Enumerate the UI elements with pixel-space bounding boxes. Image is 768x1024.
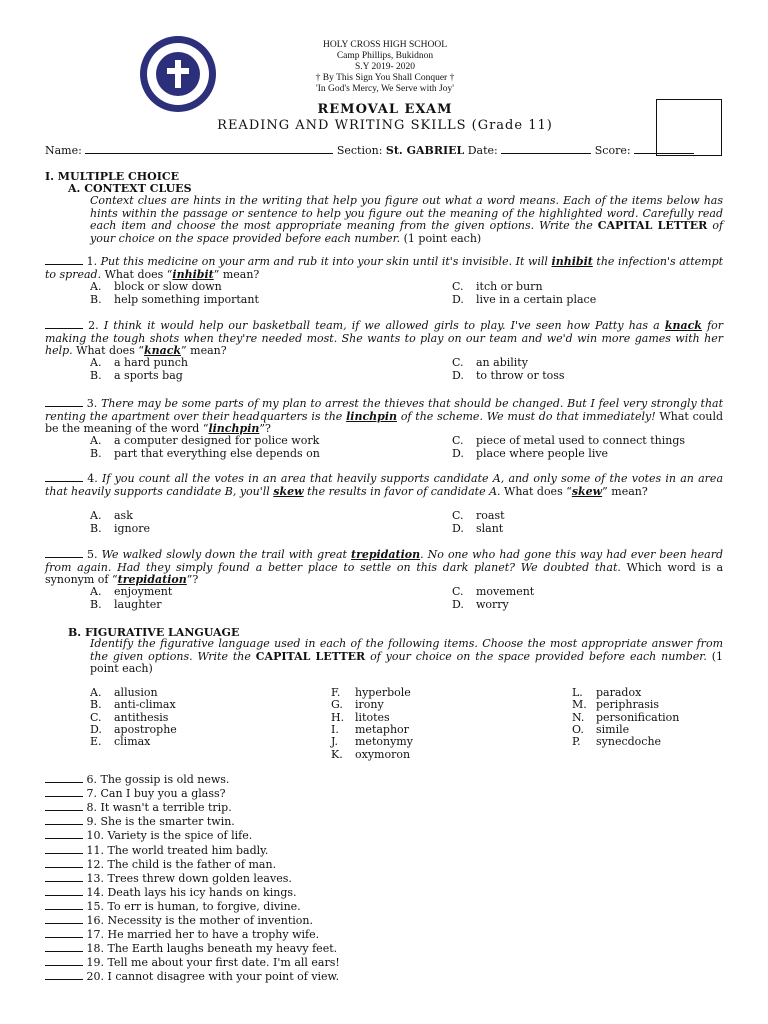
figure-option-letter: M. xyxy=(572,698,587,712)
highlighted-word-prompt: trepidation xyxy=(117,573,187,586)
choice-b xyxy=(90,447,320,460)
choice-text: block or slow down xyxy=(114,280,222,293)
figurative-item xyxy=(45,928,319,942)
choice-text: movement xyxy=(476,585,535,598)
figure-option-letter: J. xyxy=(331,735,339,749)
choice-c xyxy=(452,509,505,522)
question-prompt-end: ” mean? xyxy=(181,344,227,357)
choice-letter: C. xyxy=(452,434,464,447)
choice-c xyxy=(452,280,543,293)
question-passage: Put this medicine on your arm and rub it into your skin until it's invisible. It will xyxy=(100,255,548,268)
figure-option-letter: F. xyxy=(331,686,341,699)
figure-option-letter: I. xyxy=(331,722,339,736)
figurative-item xyxy=(45,829,252,843)
figure-option-label: anti-climax xyxy=(114,698,176,712)
figure-option-label: irony xyxy=(355,698,384,712)
figure-option-label: periphrasis xyxy=(596,698,660,712)
choice-text: a computer designed for police work xyxy=(114,434,320,447)
choice-a xyxy=(90,280,222,293)
figure-option-label: antithesis xyxy=(114,710,169,724)
choice-text: laughter xyxy=(114,598,162,611)
school-name: HOLY CROSS HIGH SCHOOL xyxy=(322,40,448,50)
figure-option-letter: D. xyxy=(90,722,102,736)
figure-option-label: simile xyxy=(596,722,630,736)
choice-text: worry xyxy=(476,598,509,611)
figure-option-label: apostrophe xyxy=(114,722,177,736)
figurative-item xyxy=(45,815,235,829)
choice-letter: C. xyxy=(452,509,464,522)
choice-c xyxy=(452,434,685,447)
choice-b xyxy=(90,369,183,382)
date-label: Date: xyxy=(467,144,498,157)
question-passage-end: for making the tough shots when they're needed most. She wants to play on our team and we'd win more games with her help. xyxy=(45,319,724,357)
figure-option-label: allusion xyxy=(114,686,158,699)
choice-text: a hard punch xyxy=(114,356,188,369)
partB-instructions: Identify the figurative language used in each of the following items. Choose the most appropriate answer from the given options. Write the CAPITAL LETTER of your choice on the space provided before each number. (1 point each) xyxy=(90,637,724,675)
choice-letter: B. xyxy=(90,369,102,382)
question-prompt-end: ” mean? xyxy=(213,267,260,281)
highlighted-word-prompt: knack xyxy=(143,344,182,357)
choice-text: enjoyment xyxy=(114,585,173,598)
answer-blank[interactable] xyxy=(45,397,83,407)
question-prompt: What does “ xyxy=(104,267,173,281)
figure-option-letter: A. xyxy=(90,686,102,699)
figurative-item xyxy=(45,942,337,956)
figurative-item-text: 10. Variety is the spice of life. xyxy=(83,829,253,843)
answer-blank[interactable] xyxy=(45,900,83,910)
highlighted-word: inhibit xyxy=(551,255,593,268)
choice-b xyxy=(90,522,150,535)
figure-option xyxy=(572,736,661,748)
figurative-item-text: 20. I cannot disagree with your point of view. xyxy=(83,970,340,984)
answer-blank[interactable] xyxy=(45,829,83,839)
choice-a xyxy=(90,356,188,369)
part1-subA: A. CONTEXT CLUES xyxy=(68,182,192,195)
answer-blank[interactable] xyxy=(45,956,83,966)
school-year: S.Y 2019- 2020 xyxy=(354,62,416,72)
section-value: St. GABRIEL xyxy=(385,144,465,157)
question-text xyxy=(45,255,723,281)
highlighted-word: linchpin xyxy=(346,409,398,423)
figurative-item xyxy=(45,787,226,801)
choice-c xyxy=(452,585,534,598)
highlighted-word-prompt: inhibit xyxy=(172,267,214,281)
answer-blank[interactable] xyxy=(45,886,83,896)
question-prompt-end: ”? xyxy=(186,573,199,586)
highlighted-word: knack xyxy=(664,319,702,332)
question-passage: There may be some parts of my plan to arrest the thieves that should be changed. But I feel very strongly that renting the apartment over their headquarters is the xyxy=(45,397,724,423)
question-passage-end: the results in favor of candidate A. xyxy=(307,484,501,498)
choice-d xyxy=(452,293,596,306)
answer-blank[interactable] xyxy=(45,914,83,924)
question-text xyxy=(45,397,723,436)
question-number: 2. xyxy=(88,319,99,332)
question-prompt: What does “ xyxy=(76,344,144,357)
question-prompt: What could be the meaning of the word “ xyxy=(45,409,724,435)
question-number: 1. xyxy=(86,255,98,268)
choice-text: roast xyxy=(476,509,505,522)
question-prompt: What does “ xyxy=(504,484,572,498)
highlighted-word-prompt: skew xyxy=(571,484,603,498)
figurative-item-text: 15. To err is human, to forgive, divine. xyxy=(83,899,301,913)
choice-d xyxy=(452,369,565,382)
figurative-item-text: 14. Death lays his icy hands on kings. xyxy=(83,885,297,899)
name-field[interactable] xyxy=(85,144,333,154)
choice-d xyxy=(452,522,503,535)
choice-letter: D. xyxy=(452,293,464,306)
answer-blank[interactable] xyxy=(45,319,83,329)
form-row xyxy=(45,144,694,157)
figure-option-label: climax xyxy=(114,735,151,749)
question-passage: We walked slowly down the trail with great xyxy=(101,548,347,561)
figurative-item xyxy=(45,773,229,787)
school-seal xyxy=(140,36,216,112)
answer-blank[interactable] xyxy=(45,928,83,938)
figurative-item-text: 16. Necessity is the mother of invention. xyxy=(83,914,313,927)
answer-blank[interactable] xyxy=(45,942,83,952)
figurative-item-text: 13. Trees threw down golden leaves. xyxy=(83,871,292,885)
choice-text: an ability xyxy=(476,356,528,369)
subject-title: READING AND WRITING SKILLS (Grade 11) xyxy=(217,118,553,133)
choice-text: itch or burn xyxy=(476,280,543,293)
question-text xyxy=(45,548,723,587)
date-field[interactable] xyxy=(501,144,591,154)
answer-blank[interactable] xyxy=(45,844,83,854)
question-text xyxy=(45,472,723,498)
choice-text: piece of metal used to connect things xyxy=(476,434,686,447)
choice-c xyxy=(452,356,528,369)
figure-option xyxy=(90,736,150,748)
highlighted-word: trepidation xyxy=(350,548,421,561)
question-passage: If you count all the votes in an area that heavily supports candidate A, and only some of the votes in an area that heavily supports candidate B, you'll xyxy=(45,472,724,498)
figurative-item xyxy=(45,858,276,872)
figurative-item-text: 7. Can I buy you a glass? xyxy=(83,787,226,801)
figure-option-label: metonymy xyxy=(355,735,413,749)
figure-option-label: metaphor xyxy=(355,722,409,736)
choice-letter: A. xyxy=(90,280,102,293)
motto-2: 'In God's Mercy, We Serve with Joy' xyxy=(316,84,454,94)
figurative-item xyxy=(45,914,313,928)
figure-option-letter: H. xyxy=(331,710,345,724)
choice-text: ignore xyxy=(114,522,151,535)
figurative-item xyxy=(45,872,292,886)
question-number: 4. xyxy=(87,472,98,485)
choice-letter: B. xyxy=(90,598,102,611)
question-passage-end: of the scheme. We must do that immediately! xyxy=(400,409,656,423)
answer-blank[interactable] xyxy=(45,872,83,882)
answer-blank[interactable] xyxy=(45,801,83,811)
figure-option-letter: P. xyxy=(572,735,581,749)
part1-title: I. MULTIPLE CHOICE xyxy=(45,170,179,183)
choice-b xyxy=(90,293,259,306)
choice-letter: A. xyxy=(90,434,102,447)
choice-text: ask xyxy=(114,509,133,522)
choice-letter: B. xyxy=(90,293,102,306)
highlighted-word-prompt: linchpin xyxy=(208,422,260,435)
choice-letter: A. xyxy=(90,509,102,522)
answer-blank[interactable] xyxy=(45,970,83,980)
answer-blank[interactable] xyxy=(45,787,83,797)
figurative-item-text: 17. He married her to have a trophy wife. xyxy=(83,928,320,942)
choice-letter: D. xyxy=(452,522,464,535)
choice-d xyxy=(452,598,509,611)
answer-blank[interactable] xyxy=(45,255,83,265)
choice-letter: B. xyxy=(90,447,102,460)
figurative-item-text: 11. The world treated him badly. xyxy=(83,843,269,857)
exam-title: REMOVAL EXAM xyxy=(317,102,453,117)
section-label: Section: xyxy=(336,144,383,157)
figurative-item xyxy=(45,956,340,970)
question-prompt: Which word is a synonym of “ xyxy=(45,560,724,586)
figure-option-letter: C. xyxy=(90,710,102,724)
name-label: Name: xyxy=(45,144,82,157)
choice-d xyxy=(452,447,608,460)
seal-cross-icon xyxy=(140,36,216,112)
figure-option xyxy=(331,749,410,761)
figure-option-letter: O. xyxy=(572,722,584,736)
choice-letter: A. xyxy=(90,356,102,369)
figure-option-letter: L. xyxy=(572,686,583,699)
question-passage-end: . No one who had gone this way had ever been heard from again. Had they simply found a better place to settle on this dark planet? We doubted that. xyxy=(45,548,724,574)
choice-letter: D. xyxy=(452,447,464,460)
question-prompt-end: ”? xyxy=(259,422,271,435)
choice-a xyxy=(90,434,319,447)
answer-blank[interactable] xyxy=(45,548,83,558)
figurative-item xyxy=(45,970,339,984)
figurative-item-text: 8. It wasn't a terrible trip. xyxy=(83,801,232,815)
figure-option-letter: E. xyxy=(90,735,102,749)
figurative-item-text: 18. The Earth laughs beneath my heavy feet. xyxy=(83,942,338,956)
figure-option-label: hyperbole xyxy=(355,686,411,699)
figurative-item xyxy=(45,801,232,815)
figure-option-label: personification xyxy=(596,710,680,724)
choice-text: place where people live xyxy=(476,447,609,460)
choice-letter: C. xyxy=(452,356,464,369)
school-address: Camp Phillips, Bukidnon xyxy=(336,51,434,61)
figurative-item xyxy=(45,844,268,858)
choice-text: part that everything else depends on xyxy=(114,447,320,460)
figure-option-label: paradox xyxy=(596,686,642,699)
figurative-item xyxy=(45,886,297,900)
figure-option-letter: B. xyxy=(90,698,102,712)
figurative-item-text: 9. She is the smarter twin. xyxy=(83,815,235,829)
choice-a xyxy=(90,509,133,522)
choice-b xyxy=(90,598,161,611)
figure-option-label: oxymoron xyxy=(355,747,411,761)
choice-letter: D. xyxy=(452,369,464,382)
motto-1: † By This Sign You Shall Conquer † xyxy=(315,73,455,83)
choice-letter: C. xyxy=(452,280,464,293)
choice-letter: C. xyxy=(452,585,464,598)
choice-text: a sports bag xyxy=(114,369,183,382)
answer-blank[interactable] xyxy=(45,815,83,825)
highlighted-word: skew xyxy=(273,484,304,498)
question-number: 5. xyxy=(87,548,98,561)
choice-text: help something important xyxy=(114,293,259,306)
score-field[interactable] xyxy=(634,144,694,154)
partB-title: B. FIGURATIVE LANGUAGE xyxy=(68,626,240,639)
figure-option-letter: G. xyxy=(331,698,343,712)
question-passage: I think it would help our basketball team, if we allowed girls to play. I've seen how Patty has a xyxy=(103,319,660,332)
answer-blank[interactable] xyxy=(45,858,83,868)
figure-option-letter: K. xyxy=(331,747,343,761)
answer-blank[interactable] xyxy=(45,773,83,783)
figure-option-letter: N. xyxy=(572,710,585,724)
figure-option-label: litotes xyxy=(355,710,390,724)
choice-text: live in a certain place xyxy=(476,293,597,306)
choice-text: to throw or toss xyxy=(476,369,565,382)
figure-option-label: synecdoche xyxy=(596,735,662,749)
part1-instructions: Context clues are hints in the writing that help you figure out what a word means. Each of the items below has hints within the passage or sentence to help you figure out the meaning of the highlighted word. Carefully read each item and choose the most appropriate meaning from the given options. Write the CAPITAL LETTER of your choice on the space provided before each number. (1 point each) xyxy=(90,194,724,245)
choice-a xyxy=(90,585,172,598)
question-passage-end: the infection's attempt to spread. xyxy=(45,255,724,281)
choice-letter: A. xyxy=(90,585,102,598)
figurative-item-text: 19. Tell me about your first date. I'm all ears! xyxy=(83,956,340,970)
figurative-item-text: 12. The child is the father of man. xyxy=(83,857,277,871)
figurative-item-text: 6. The gossip is old news. xyxy=(83,773,230,786)
question-text xyxy=(45,319,723,358)
choice-letter: B. xyxy=(90,522,102,535)
choice-text: slant xyxy=(476,522,504,535)
score-label: Score: xyxy=(594,144,631,157)
question-prompt-end: ” mean? xyxy=(602,484,648,498)
question-number: 3. xyxy=(86,397,98,410)
choice-letter: D. xyxy=(452,598,464,611)
answer-blank[interactable] xyxy=(45,472,83,482)
figurative-item xyxy=(45,900,301,914)
